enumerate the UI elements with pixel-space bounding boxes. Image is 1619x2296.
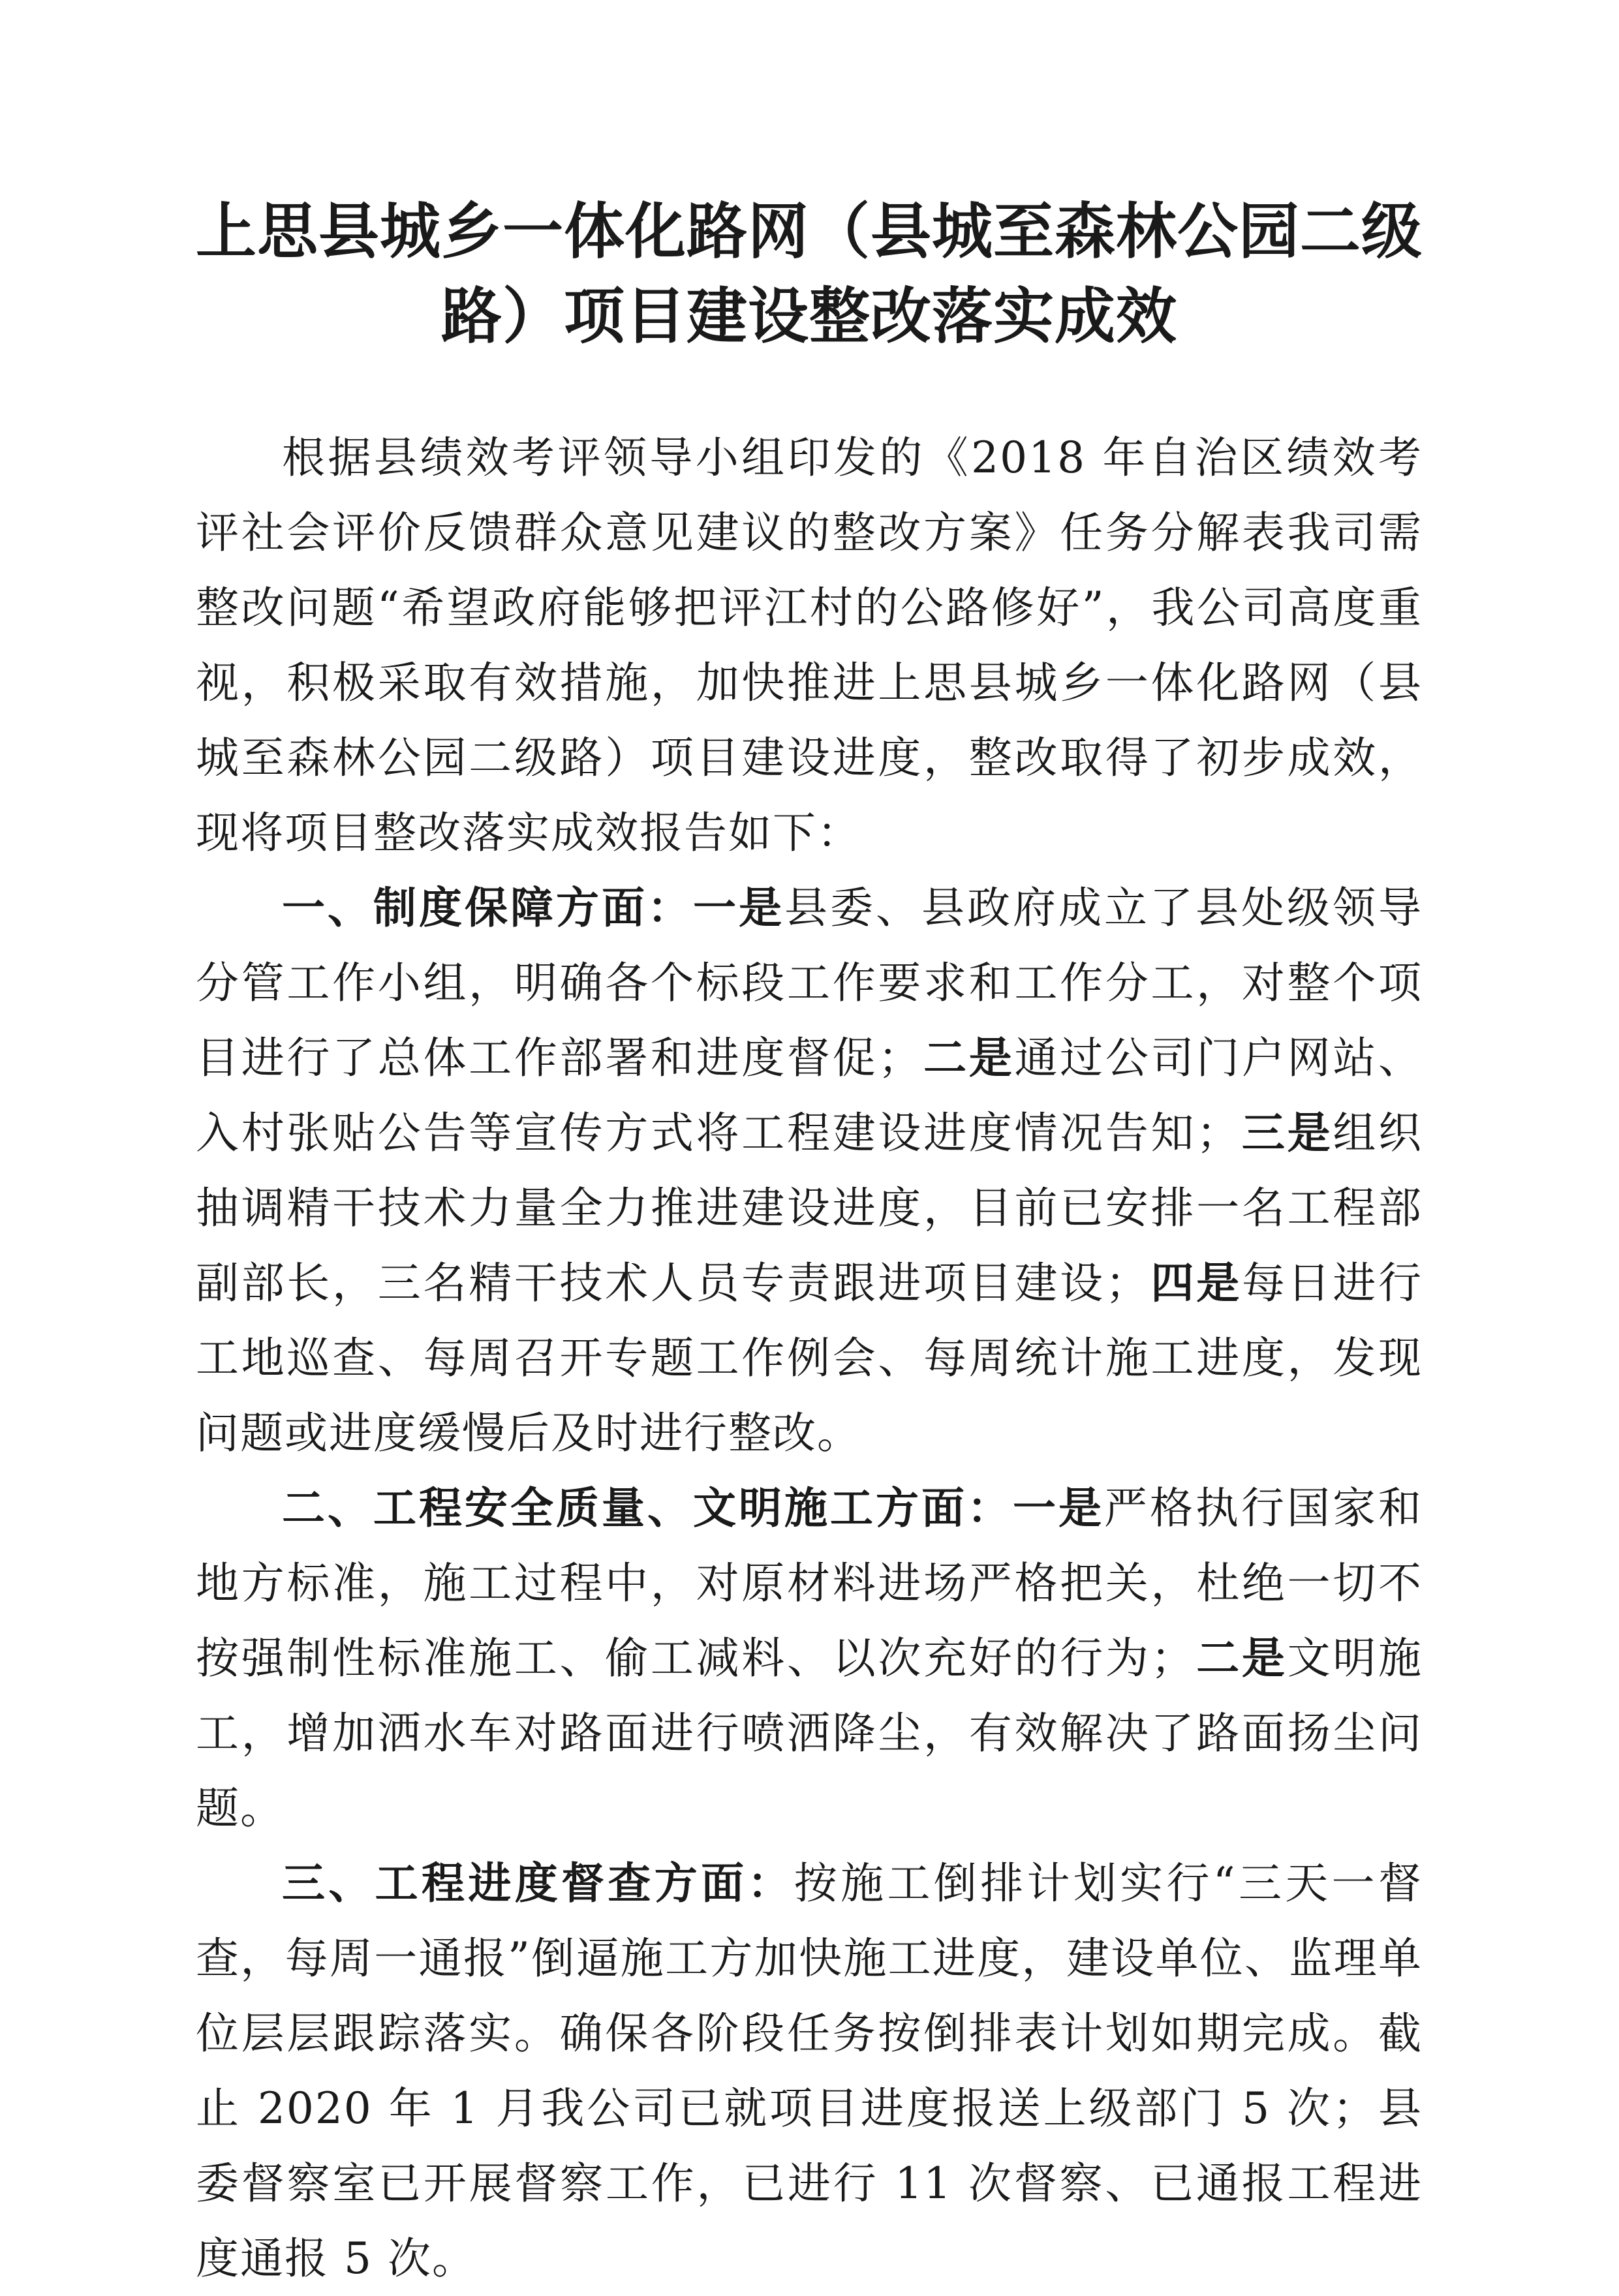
section-1-point-1-label: 一是 bbox=[693, 883, 784, 933]
section-2-heading: 二、工程安全质量、文明施工方面： bbox=[282, 1483, 1013, 1533]
section-2-point-1-text: 严格执行国家和地方标准，施工过程中，对原材料进场严格把关，杜绝一切不按强制性标准施工、偷工减料、以次充好的行为； bbox=[196, 1483, 1423, 1683]
section-1-point-4-label: 四是 bbox=[1149, 1258, 1242, 1308]
section-3-text: 按施工倒排计划实行“三天一督查，每周一通报”倒逼施工方加快施工进度，建设单位、监理单位层层跟踪落实。确保各阶段任务按倒排表计划如期完成。截止 2020 年 1 月我公司已就项目进度报送上级部门 5 次；县委督察室已开展督察工作，已进行 11 次督察、已通报工程进度通报 5 次。 bbox=[196, 1858, 1423, 2284]
section-2-point-2-text: 文明施工，增加洒水车对路面进行喷洒降尘，有效解决了路面扬尘问题。 bbox=[196, 1633, 1423, 1833]
title-line-2: 路）项目建设整改落实成效 bbox=[441, 281, 1177, 352]
intro-paragraph: 根据县绩效考评领导小组印发的《2018 年自治区绩效考评社会评价反馈群众意见建议的整改方案》任务分解表我司需整改问题“希望政府能够把评江村的公路修好”，我公司高度重视，积极采取有效措施，加快推进上思县城乡一体化路网（县城至森林公园二级路）项目建设进度，整改取得了初步成效，现将项目整改落实成效报告如下： bbox=[196, 433, 1423, 858]
section-2-point-2-label: 二是 bbox=[1195, 1633, 1287, 1683]
document-body bbox=[196, 420, 1423, 2296]
title-line-1: 上思县城乡一体化路网（县城至森林公园二级 bbox=[196, 196, 1423, 267]
section-2-point-1-label: 一是 bbox=[1013, 1483, 1104, 1533]
section-2-paragraph bbox=[196, 1471, 1423, 1846]
section-1-heading: 一、制度保障方面： bbox=[282, 883, 693, 933]
section-3-heading: 三、工程进度督查方面： bbox=[282, 1858, 794, 1908]
section-1-paragraph bbox=[196, 870, 1423, 1471]
section-1-point-2-text: 通过公司门户网站、入村张贴公告等宣传方式将工程建设进度情况告知； bbox=[196, 1033, 1423, 1158]
section-1-point-4-text: 每日进行工地巡查、每周召开专题工作例会、每周统计施工进度，发现问题或进度缓慢后及时进行整改。 bbox=[196, 1258, 1423, 1458]
section-1-point-3-label: 三是 bbox=[1241, 1108, 1333, 1158]
section-1-point-1-text: 县委、县政府成立了县处级领导分管工作小组，明确各个标段工作要求和工作分工，对整个项目进行了总体工作部署和进度督促； bbox=[196, 883, 1423, 1083]
document-title bbox=[189, 189, 1429, 359]
section-1-point-2-label: 二是 bbox=[922, 1033, 1015, 1083]
section-3-paragraph bbox=[196, 1846, 1423, 2296]
section-1-point-3-text: 组织抽调精干技术力量全力推进建设进度，目前已安排一名工程部副部长，三名精干技术人员专责跟进项目建设； bbox=[196, 1108, 1423, 1308]
